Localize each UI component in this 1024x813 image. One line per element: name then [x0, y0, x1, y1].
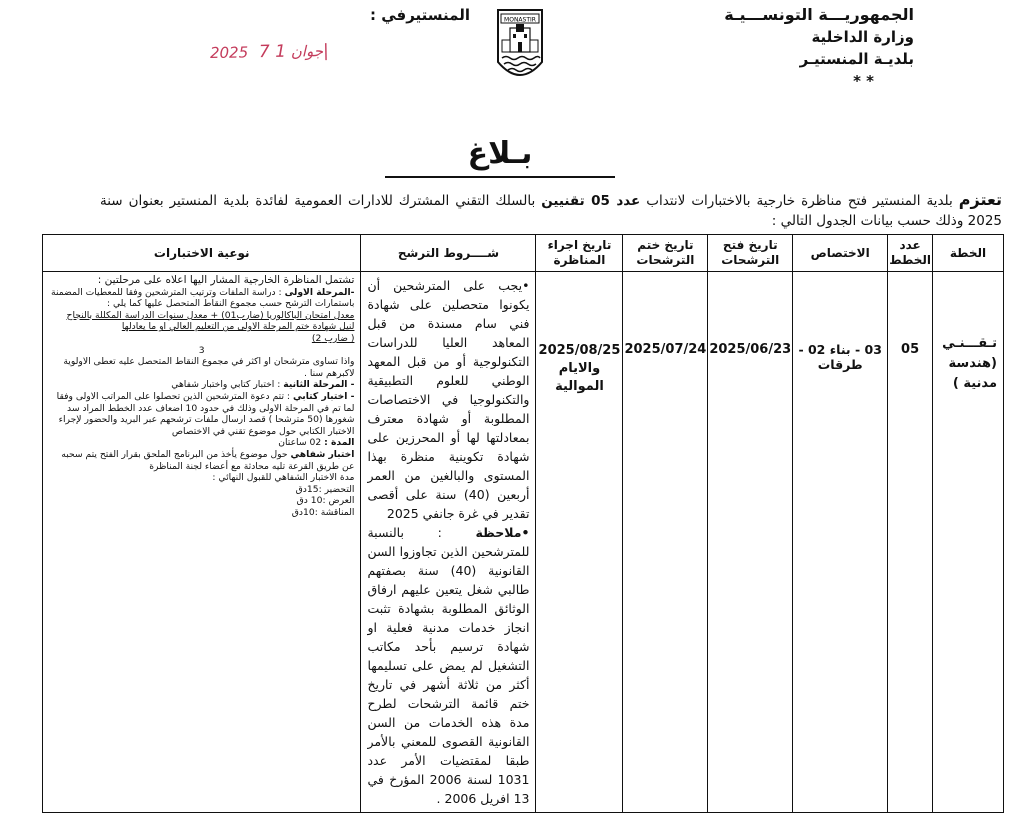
stage-two-text: : اختبار كتابي واختبار شفاهي [171, 379, 284, 391]
date-stamp [210, 41, 329, 63]
cell-specialty: 03 - بناء 02 - طرقات [793, 272, 888, 813]
written-exam-text: : تتم دعوة المترشحين الذين تحصلوا على المراتب الاولى وفقا لما تم في المرحلة الاولى وذلك في حدود 10 اضعاف عدد الخطط المراد سد شغورها (50 مترشحا ) قصد ارسال ملفات ترشحهم عبر البريد والحضور لإجراء الاختبار الكتابي حول موضوع تقني في الاختصاص [56, 390, 355, 437]
written-exam-label: - اختبار كتابي [292, 390, 355, 402]
written-exam [49, 391, 354, 437]
oral-exam [49, 449, 354, 472]
oral-exam-text: حول موضوع يأخذ من البرنامج الملحق بقرار الفتح يتم سحبه عن طريق القرعة تليه محادثة مع أعضاء لجنة المناظرة [61, 448, 355, 472]
col-open-date: تاريخ فتح الترشحات [708, 235, 793, 272]
ministry-name: وزارة الداخلية [811, 28, 914, 46]
stamp-year: 2025 [209, 43, 249, 63]
stamp-month: جوان [290, 42, 324, 61]
stage-one-text: : دراسة الملفات وترتيب المترشحين وفقا للمعطيات المضمنة باستمارات الترشح حسب مجموع النقاط المتحصل عليها كما يلي : [51, 286, 355, 310]
oral-duration-title: مدة الاختبار الشفاهي للقبول النهائي : [212, 472, 355, 484]
written-duration [49, 437, 354, 449]
oral-prep-time: التحضير :15دق [295, 483, 355, 495]
col-exam-date: تاريخ اجراء المناظرة [536, 235, 623, 272]
duration-value: 02 ساعتان [278, 437, 325, 449]
crest-label: MONASTIR [504, 16, 536, 24]
col-specialty: الاختصاص [793, 235, 888, 272]
intro-text-2: بالسلك التقني المشترك للادارات العمومية لفائدة بلدية المنستير بعنوان سنة 2025 وذلك حسب بيانات الجدول التالي : [100, 193, 1002, 229]
intro-count: عدد 05 تقنيين [541, 193, 641, 209]
note-text: : بالنسبة للمترشحين الذين تجاوزوا السن القانونية (40) سنة بصفتهم طالبي شغل يتعين عليهم ارفاق الوثائق المطلوبة بشهادة تثبت انجاز خدمات مدنية فعلية او شهادة ترسيم بأحد مكاتب التشغيل لم يمض على تسليمها أكثر من ثلاثة أشهر في تاريخ ختم قائمة الترشحات لطرح مدة هذه الخدمات من السن القانونية القصوى للمعني بالأمر طبقا لمقتضيات الأمر عدد 1031 لسنة 2006 المؤرخ في 13 افريل 2006 . [367, 525, 530, 806]
stage-one-label: -المرحلة الاولى [284, 286, 355, 298]
stage-one [49, 287, 354, 310]
intro-text-1: بلدية المنستير فتح مناظرة خارجية بالاختبارات لانتداب [640, 193, 959, 209]
oral-presentation-time: العرض :10 دق [296, 495, 355, 507]
col-close-date: تاريخ ختم الترشحات [623, 235, 708, 272]
condition-main: •يجب على المترشحين أن يكونوا متحصلين على شهادة فني سام مسندة من قبل المعاهد العليا للدراسات التكنولوجية أو من قبل المعهد الوطني للعلوم التطبيقية والتكنولوجيا في الاختصاصات المطلوبة أو شهادة معترف بمعادلتها لها أو المحرزين على شهادة تكوينية منظرة بهذا المستوى والبالغين من العمر أربعين (40) سنة على أقصى تقدير في غرة جانفي 2025 [367, 278, 530, 521]
table-header-row [43, 235, 1004, 272]
note-label: •ملاحظة [475, 525, 530, 540]
title-underline [385, 176, 615, 178]
document-title: بـلاغ [467, 136, 533, 171]
cell-close-date: 2025/07/24 [623, 272, 708, 813]
table-row [43, 272, 1004, 813]
col-tests: نوعية الاختبارات [43, 235, 361, 272]
stage-two-label: - المرحلة الثانية [283, 379, 355, 391]
col-conditions: شــــروط الترشح [361, 235, 536, 272]
header-stars: * * [853, 72, 874, 90]
cell-open-date: 2025/06/23 [708, 272, 793, 813]
stamp-day: 1 7| [258, 40, 329, 63]
place-date-label: المنستيرفي : [370, 6, 471, 24]
tie-break-rule: واذا تساوى مترشحان او اكثر في مجموع النقاط المتحصل عليه تعطى الاولوية لاكبرهم سنا . [63, 356, 355, 379]
oral-discussion-time: المناقشة :10دق [291, 506, 355, 518]
oral-exam-label: اختبار شفاهي [290, 448, 355, 460]
competition-table [42, 234, 1004, 813]
announcement-intro [100, 190, 1002, 231]
score-formula-weight: ( ضارب 2) [311, 332, 355, 344]
cell-exam-date: 2025/08/25 والايام الموالية [536, 272, 623, 813]
col-plan: الخطة [933, 235, 1004, 272]
issuer-header [694, 4, 914, 92]
cell-plan: تـقـــنـي (هندسة مدنية ) [933, 272, 1004, 813]
col-count: عدد الخطط [888, 235, 933, 272]
duration-label: المدة : [324, 437, 355, 449]
municipal-crest-icon [492, 6, 548, 90]
intro-lead: تعتزم [958, 190, 1003, 209]
score-formula: معدل امتحان الباكالوريا (ضارب01) + معدل سنوات الدراسة المكللة بالنجاح لنيل شهادة ختم المرحلة الاولى من التعليم العالي او ما يعادلها [66, 309, 355, 333]
score-formula-divisor: 3 [198, 344, 205, 356]
republic-name: الجمهوريـــة التونســـيـة [724, 5, 914, 24]
condition-note [367, 523, 529, 808]
stage-two [49, 379, 354, 391]
municipality-name: بلديـة المنستيـر [799, 50, 914, 68]
tests-intro: تشتمل المناظرة الخارجية المشار اليها اعلاه على مرحلتين : [97, 274, 355, 286]
cell-count: 05 [888, 272, 933, 813]
cell-conditions [361, 272, 536, 813]
cell-tests [43, 272, 361, 813]
